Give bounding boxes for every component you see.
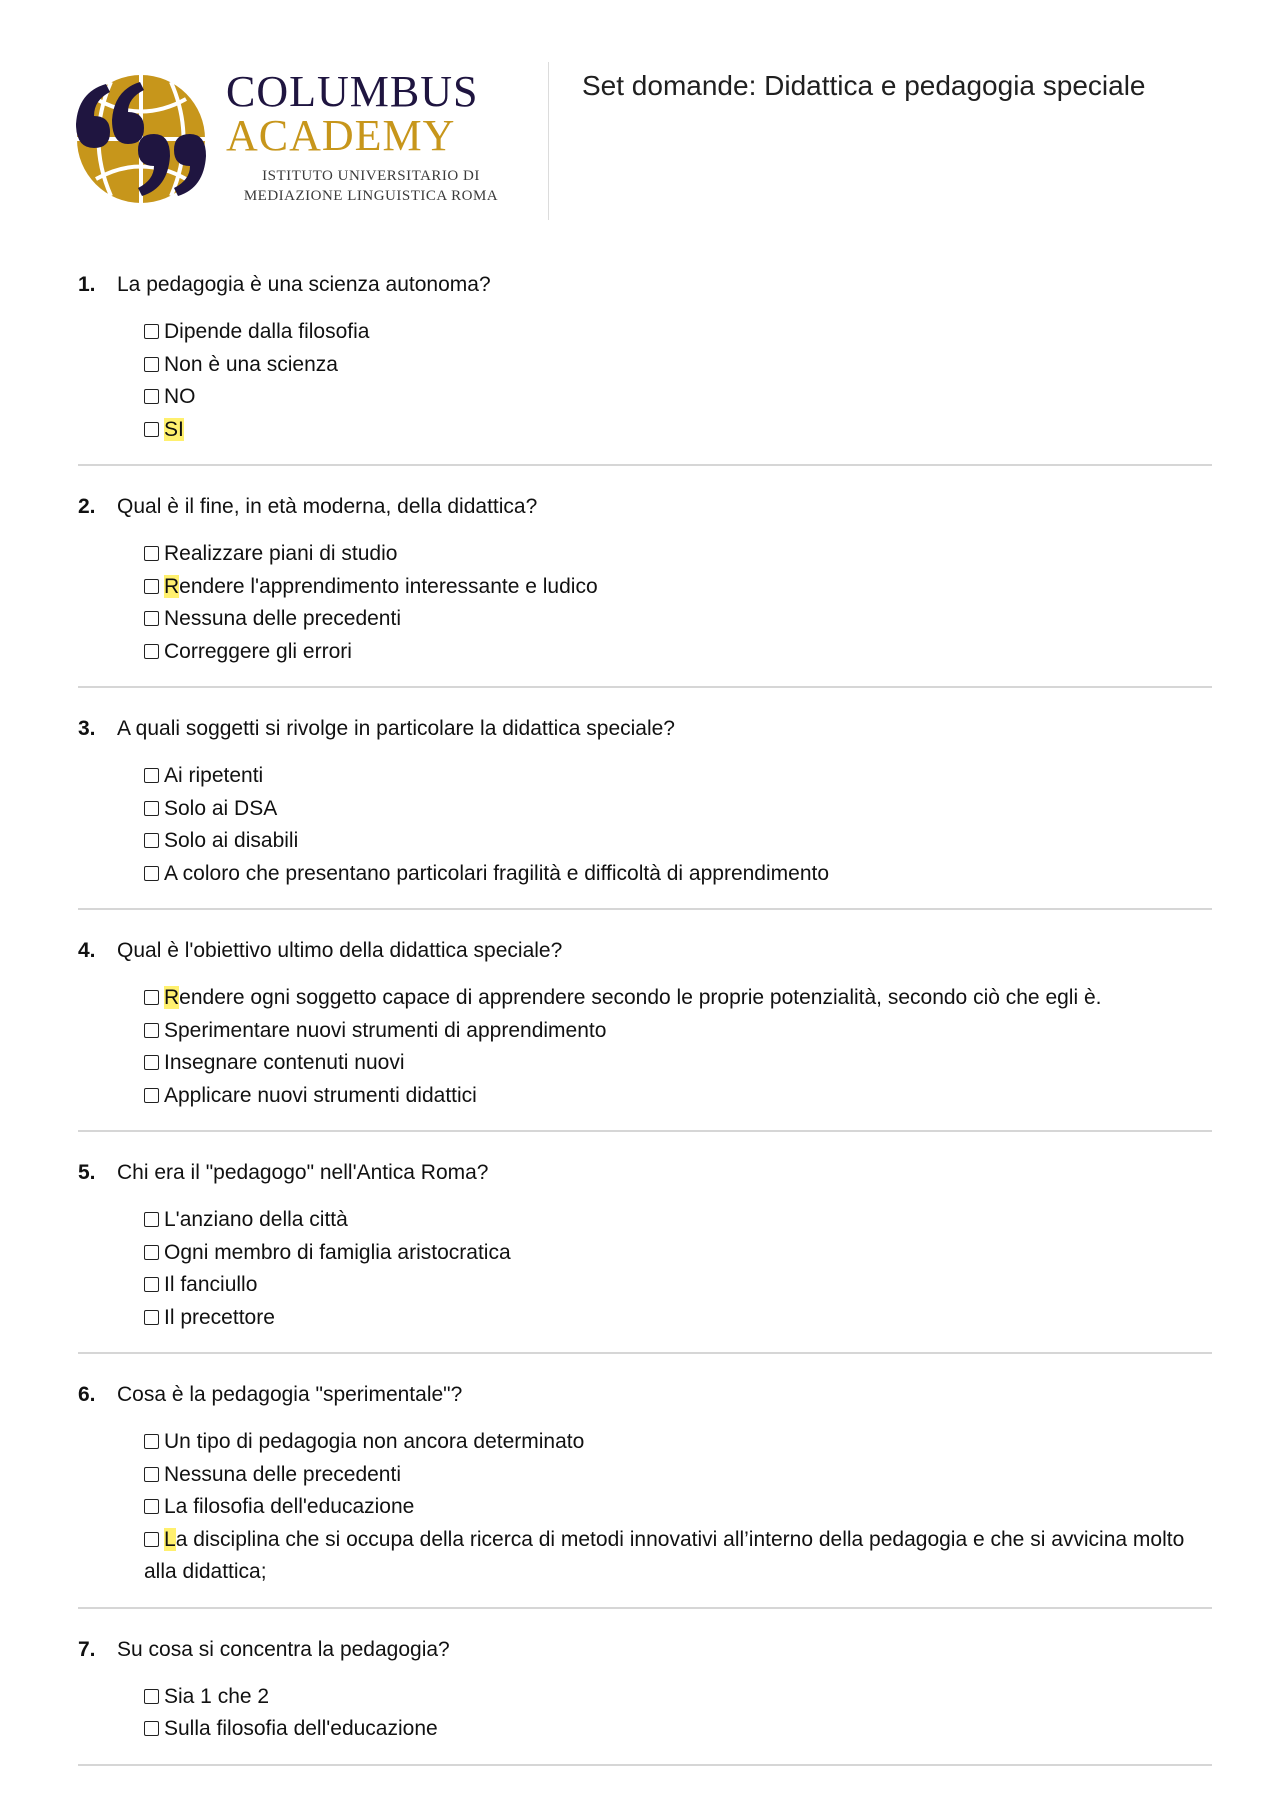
- question-number: 5.: [78, 1161, 96, 1184]
- checkbox-icon[interactable]: [144, 611, 159, 626]
- columbus-academy-logo-icon: [66, 64, 216, 214]
- question-number: 1.: [78, 273, 96, 296]
- answer-option-label: Dipende dalla filosofia: [164, 320, 370, 343]
- question-block: [78, 714, 1212, 910]
- question-header: [78, 936, 1212, 966]
- checkbox-icon[interactable]: [144, 324, 159, 339]
- question-text: La pedagogia è una scienza autonoma?: [117, 273, 491, 296]
- question-block: [78, 1158, 1212, 1354]
- answer-option-label: Sperimentare nuovi strumenti di apprendimento: [164, 1018, 607, 1042]
- answer-option[interactable]: [144, 1681, 1212, 1714]
- answer-option[interactable]: [144, 1047, 1212, 1080]
- checkbox-icon[interactable]: [144, 579, 159, 594]
- checkbox-icon[interactable]: [144, 1467, 159, 1482]
- answer-options: [78, 538, 1212, 668]
- checkbox-icon[interactable]: [144, 1088, 159, 1103]
- checkbox-icon[interactable]: [144, 1721, 159, 1736]
- question-block: [78, 936, 1212, 1132]
- answer-option-correct[interactable]: [144, 858, 1212, 891]
- answer-option[interactable]: [144, 1713, 1212, 1746]
- question-number: 2.: [78, 495, 96, 518]
- checkbox-icon[interactable]: [144, 833, 159, 848]
- question-text: A quali soggetti si rivolge in particolare la didattica speciale?: [117, 717, 675, 740]
- answer-option[interactable]: [144, 381, 1212, 414]
- answer-option-label: Sia 1 che 2: [164, 1684, 270, 1708]
- checkbox-icon[interactable]: [144, 1245, 159, 1260]
- brand-name-line1: COLUMBUS: [226, 67, 479, 116]
- answer-option-label: Nessuna delle precedenti: [164, 607, 401, 630]
- answer-option-correct[interactable]: [144, 571, 1212, 604]
- brand-block: [226, 67, 516, 206]
- question-list: [78, 270, 1212, 1792]
- answer-option-label: a disciplina che si occupa della ricerca di metodi innovativi all’interno della pedagogia e che si avvicina molto alla didattica;: [144, 1527, 1185, 1583]
- checkbox-icon[interactable]: [144, 1434, 159, 1449]
- answer-options: [78, 1681, 1212, 1746]
- highlighted-text: R: [164, 574, 180, 598]
- checkbox-icon[interactable]: [144, 801, 159, 816]
- header-divider: [548, 62, 549, 220]
- answer-option-label: endere l'apprendimento interessante e ludico: [179, 574, 598, 598]
- answer-option-label: Nessuna delle precedenti: [164, 1462, 401, 1486]
- answer-option[interactable]: [144, 316, 1212, 349]
- checkbox-icon[interactable]: [144, 1532, 159, 1547]
- answer-option[interactable]: [144, 760, 1212, 793]
- answer-option-label: Ogni membro di famiglia aristocratica: [164, 1240, 511, 1264]
- answer-option-label: Un tipo di pedagogia non ancora determinato: [164, 1430, 585, 1453]
- checkbox-icon[interactable]: [144, 866, 159, 881]
- checkbox-icon[interactable]: [144, 1310, 159, 1325]
- answer-option-label: Realizzare piani di studio: [164, 542, 398, 565]
- question-number: 6.: [78, 1383, 96, 1406]
- answer-option-label: A coloro che presentano particolari fragilità e difficoltà di apprendimento: [164, 861, 830, 885]
- question-text: Chi era il "pedagogo" nell'Antica Roma?: [117, 1161, 489, 1184]
- answer-option-label: Solo ai disabili: [164, 829, 299, 852]
- question-header: [78, 714, 1212, 744]
- question-header: [78, 270, 1212, 300]
- answer-option-label: Ai ripetenti: [164, 764, 264, 787]
- checkbox-icon[interactable]: [144, 357, 159, 372]
- checkbox-icon[interactable]: [144, 1055, 159, 1070]
- answer-option[interactable]: [144, 1426, 1212, 1459]
- answer-option[interactable]: [144, 538, 1212, 571]
- answer-option[interactable]: [144, 1015, 1212, 1048]
- question-header: [78, 1380, 1212, 1410]
- question-text: Su cosa si concentra la pedagogia?: [117, 1637, 450, 1661]
- question-block: [78, 492, 1212, 688]
- answer-option-label: La filosofia dell'educazione: [164, 1495, 415, 1518]
- checkbox-icon[interactable]: [144, 389, 159, 404]
- checkbox-icon[interactable]: [144, 1212, 159, 1227]
- answer-option[interactable]: [144, 825, 1212, 858]
- question-block: [78, 1380, 1212, 1609]
- brand-subtitle-line2: MEDIAZIONE LINGUISTICA ROMA: [243, 188, 499, 204]
- answer-options: [78, 1426, 1212, 1589]
- answer-option-label: L'anziano della città: [164, 1208, 348, 1231]
- question-text: Qual è il fine, in età moderna, della didattica?: [117, 495, 538, 518]
- answer-option-label: Il fanciullo: [164, 1273, 258, 1296]
- question-block: [78, 270, 1212, 466]
- answer-option-label: endere ogni soggetto capace di apprendere secondo le proprie potenzialità, secondo ciò che egli è.: [179, 986, 1102, 1009]
- checkbox-icon[interactable]: [144, 990, 159, 1005]
- answer-option-label: Correggere gli errori: [164, 639, 352, 663]
- checkbox-icon[interactable]: [144, 1689, 159, 1704]
- answer-option-label: Il precettore: [164, 1305, 275, 1329]
- answer-option-label: Applicare nuovi strumenti didattici: [164, 1083, 477, 1107]
- checkbox-icon[interactable]: [144, 644, 159, 659]
- answer-option[interactable]: [144, 1204, 1212, 1237]
- answer-option[interactable]: [144, 636, 1212, 669]
- answer-option[interactable]: [144, 1459, 1212, 1492]
- answer-option-correct[interactable]: [144, 1302, 1212, 1335]
- answer-option[interactable]: [144, 349, 1212, 382]
- highlighted-text: SI: [164, 417, 184, 441]
- question-number: 4.: [78, 939, 96, 962]
- answer-option[interactable]: [144, 1237, 1212, 1270]
- checkbox-icon[interactable]: [144, 1499, 159, 1514]
- checkbox-icon[interactable]: [144, 768, 159, 783]
- answer-options: [78, 760, 1212, 890]
- answer-option-label: Sulla filosofia dell'educazione: [164, 1717, 438, 1740]
- checkbox-icon[interactable]: [144, 1277, 159, 1292]
- answer-options: [78, 1204, 1212, 1334]
- answer-option-correct[interactable]: [144, 982, 1212, 1015]
- checkbox-icon[interactable]: [144, 1023, 159, 1038]
- question-number: 7.: [78, 1637, 96, 1661]
- answer-option[interactable]: [144, 603, 1212, 636]
- highlighted-text: R: [164, 986, 180, 1009]
- checkbox-icon[interactable]: [144, 422, 159, 437]
- checkbox-icon[interactable]: [144, 546, 159, 561]
- answer-options: [78, 982, 1212, 1112]
- answer-option-label: Solo ai DSA: [164, 796, 278, 820]
- answer-option[interactable]: [144, 1491, 1212, 1524]
- question-header: [78, 1158, 1212, 1188]
- brand-subtitle-line1: ISTITUTO UNIVERSITARIO DI: [262, 168, 480, 184]
- page-header: [0, 0, 1280, 230]
- question-text: Cosa è la pedagogia "sperimentale"?: [117, 1383, 463, 1406]
- answer-option-correct[interactable]: [144, 414, 1212, 447]
- highlighted-text: L: [164, 1527, 176, 1551]
- question-block: [78, 1635, 1212, 1766]
- answer-option-correct[interactable]: [144, 1524, 1212, 1589]
- answer-option[interactable]: [144, 1269, 1212, 1302]
- answer-option[interactable]: [144, 1080, 1212, 1113]
- document-title: Set domande: Didattica e pedagogia speciale: [582, 70, 1146, 101]
- answer-options: [78, 316, 1212, 446]
- question-number: 3.: [78, 717, 96, 740]
- question-text: Qual è l'obiettivo ultimo della didattica speciale?: [117, 939, 563, 962]
- answer-option-label: Insegnare contenuti nuovi: [164, 1051, 405, 1074]
- brand-name-line2: ACADEMY: [226, 111, 456, 160]
- question-header: [78, 492, 1212, 522]
- answer-option-label: NO: [164, 385, 196, 408]
- answer-option-label: Non è una scienza: [164, 352, 338, 376]
- question-header: [78, 1635, 1212, 1665]
- answer-option[interactable]: [144, 793, 1212, 826]
